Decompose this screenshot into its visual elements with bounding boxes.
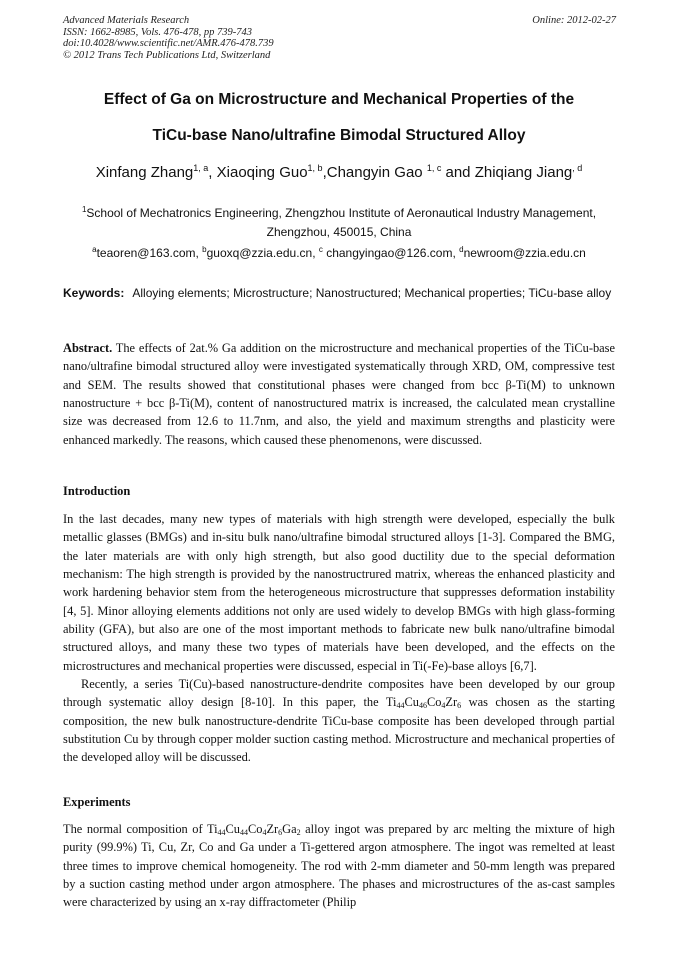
subscript: 6 bbox=[457, 701, 462, 711]
element: Cu bbox=[404, 695, 419, 710]
paragraph bbox=[63, 820, 615, 912]
section-heading-introduction: Introduction bbox=[63, 484, 131, 498]
email-sup: d bbox=[459, 245, 464, 254]
subscript: 4 bbox=[262, 828, 267, 837]
issn-line: ISSN: 1662-8985, Vols. 476-478, pp 739-743 bbox=[63, 26, 252, 38]
email-sup: b bbox=[202, 245, 207, 254]
element: Co bbox=[248, 822, 263, 836]
email-list bbox=[40, 246, 638, 260]
chemical-formula bbox=[207, 822, 301, 836]
author-name: Xiaoqing Guo bbox=[216, 164, 308, 181]
subscript: 6 bbox=[278, 828, 283, 837]
keywords-label: Keywords: bbox=[63, 286, 125, 300]
author-separator: , bbox=[322, 164, 327, 181]
element: Co bbox=[426, 695, 442, 710]
paragraph-text: Recently, a series Ti(Cu)-based nanostructure-dendrite composites have been developed by our group through systematic alloy design [8-10]. In this paper, the bbox=[63, 677, 615, 710]
subscript: 46 bbox=[418, 701, 427, 711]
element: Ga bbox=[282, 822, 297, 836]
email-address[interactable]: teaoren@163.com, bbox=[96, 246, 203, 260]
paragraph bbox=[63, 675, 615, 767]
author-separator: , bbox=[208, 164, 217, 181]
subscript: 2 bbox=[296, 828, 301, 837]
author-list bbox=[40, 164, 638, 181]
author-affil-sup: 1, b bbox=[307, 163, 323, 173]
author-affil-sup: , d bbox=[572, 163, 583, 173]
email-sup: a bbox=[92, 245, 97, 254]
affiliation-sup: 1 bbox=[81, 205, 87, 214]
paragraph-text: alloy ingot was prepared by arc melting the mixture of high purity (99.9%) Ti, Cu, Zr, Co and Ga under a Ti-gettered argon atmosphere. The ingot was remelted at least three times to improve chemical homogeneity. The rod with 2-mm diameter and 50-mm length was prepared by a suction casting method under argon atmosphere. The phases and microstructures of the as-cast samples were characterized by using an x-ray diffractometer (Philip bbox=[63, 822, 615, 910]
paper-title-line-1: Effect of Ga on Microstructure and Mechanical Properties of the bbox=[103, 91, 575, 108]
author-name: Zhiqiang Jiang bbox=[474, 164, 573, 181]
paper-title-line-2: TiCu-base Nano/ultrafine Bimodal Structured Alloy bbox=[152, 127, 526, 144]
keywords bbox=[63, 284, 615, 302]
affiliation bbox=[58, 204, 620, 242]
element: Zr bbox=[266, 822, 279, 836]
author-affil-sup: 1, a bbox=[193, 163, 209, 173]
author-separator: and bbox=[441, 164, 475, 181]
author-name: Xinfang Zhang bbox=[95, 164, 194, 181]
element: Zr bbox=[445, 695, 458, 710]
email-address[interactable]: newroom@zzia.edu.cn bbox=[463, 246, 586, 260]
journal-header bbox=[63, 15, 274, 61]
experiments-section bbox=[63, 820, 615, 912]
subscript: 44 bbox=[217, 828, 226, 837]
element: Ti bbox=[206, 822, 218, 836]
email-sup: c bbox=[318, 245, 323, 254]
subscript: 4 bbox=[441, 701, 446, 711]
abstract-text: The effects of 2at.% Ga addition on the microstructure and mechanical properties of the TiCu-base nano/ultrafine bimodal structured alloy were investigated systematically through XRD, OM, compressive test and SEM. The results showed that constitutional phases were changed from bcc β-Ti(M) to unknown nanostructure + bcc β-Ti(M), content of nanostructured matrix is increased, the calculated mean crystalline size was decreased from 12.6 to 11.7nm, and also, the yield and maximum strengths and plasticity were enhanced markedly. The reasons, which caused these phenomenons, were discussed. bbox=[63, 341, 615, 447]
paragraph-text: The normal composition of bbox=[63, 822, 207, 836]
journal-name: Advanced Materials Research bbox=[63, 15, 190, 26]
abstract bbox=[63, 339, 615, 449]
section-heading-experiments: Experiments bbox=[63, 795, 131, 809]
doi-line[interactable]: doi:10.4028/www.scientific.net/AMR.476-478.739 bbox=[63, 38, 274, 49]
copyright-line: © 2012 Trans Tech Publications Ltd, Switzerland bbox=[63, 49, 271, 61]
paragraph-text: was chosen as the starting composition, the new bulk nanostructure-dendrite TiCu-base composite has been developed through partial substitution Cu by through copper molder suction casting method. Microstructure and mechanical properties of the developed alloy will be discussed. bbox=[63, 695, 615, 765]
online-date: Online: 2012-02-27 bbox=[532, 15, 616, 26]
affiliation-text: School of Mechatronics Engineering, Zhengzhou Institute of Aeronautical Industry Management, Zhengzhou, 450015, China bbox=[86, 206, 597, 239]
email-address[interactable]: changyingao@126.com, bbox=[322, 246, 460, 260]
author-name: Changyin Gao bbox=[326, 164, 427, 181]
element: Cu bbox=[225, 822, 240, 836]
element: Ti bbox=[385, 695, 397, 710]
email-address[interactable]: guoxq@zzia.edu.cn, bbox=[206, 246, 319, 260]
abstract-label: Abstract. bbox=[63, 341, 113, 355]
chemical-formula bbox=[386, 695, 461, 709]
paragraph: In the last decades, many new types of materials with high strength were developed, especially the bulk metallic glasses (BMGs) and in-situ bulk nano/ultrafine bimodal structured alloys [1-3]. Compared the BMG, the later materials are with only high strength, but also good ductility due to the special deformation mechanism: The high strength is provided by the nanostructrured matrix, whereas the enhanced plasticity and work hardening behavior stem from the heterogeneous microstructure that suppresses deformation instability [4, 5]. Minor alloying elements additions not only are used widely to develop BMGs with high glass-forming ability (GFA), but also are one of the most important methods to fabricate new bulk nano/ultrafine bimodal structured alloys, and many these two types of materials have been developed, and the effects on the microstructures and mechanical properties were discussed, especial in Ti(-Fe)-base alloys [6,7]. bbox=[63, 512, 615, 673]
subscript: 44 bbox=[240, 828, 248, 837]
author-affil-sup: 1, c bbox=[426, 163, 442, 173]
keywords-text: Alloying elements; Microstructure; Nanostructured; Mechanical properties; TiCu-base alloy bbox=[132, 286, 612, 300]
subscript: 44 bbox=[396, 701, 405, 711]
introduction-section bbox=[63, 510, 615, 767]
